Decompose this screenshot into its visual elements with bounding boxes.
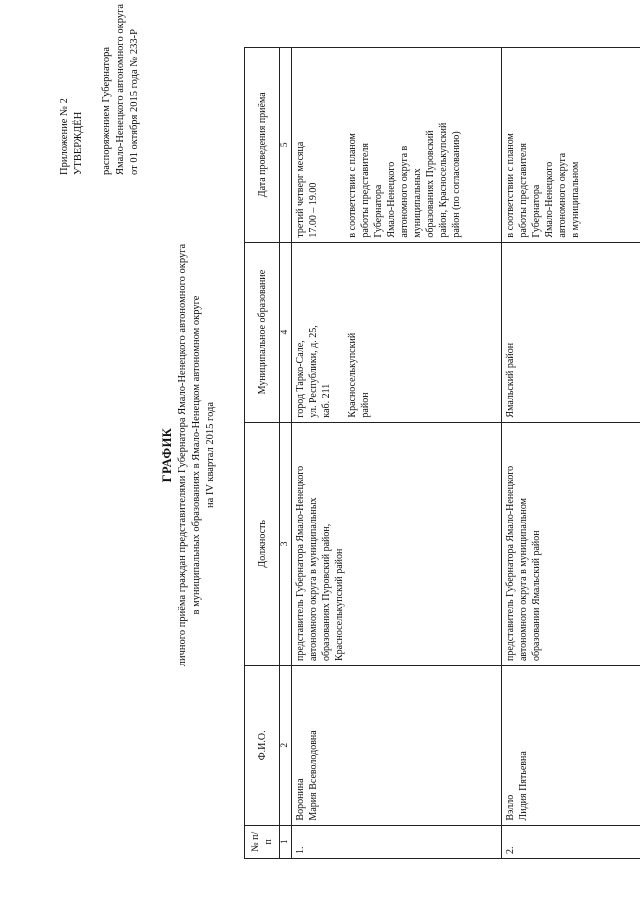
row-municipality xyxy=(502,242,640,422)
decree-line: распоряжением Губернатора xyxy=(101,47,112,175)
col-num-4: 4 xyxy=(280,242,292,422)
date-line: в соответствии с планом xyxy=(505,133,516,238)
row-number: 1. xyxy=(292,825,502,858)
position-line: образовании Ямальский район xyxy=(531,530,542,662)
approval-block xyxy=(58,0,142,175)
municipality-line: район xyxy=(360,392,371,418)
title-heading: ГРАФИК xyxy=(160,427,174,483)
date-line: в муниципальном xyxy=(570,161,581,238)
header-position: Должность xyxy=(245,422,280,665)
schedule-table xyxy=(244,47,640,859)
position-line: представитель Губернатора Ямало-Ненецкого xyxy=(505,465,516,662)
municipality-line: город Тарко-Сале, xyxy=(295,340,306,418)
row-fio xyxy=(502,666,640,826)
title-line-1: личного приёма граждан представителями Губернатора Ямало-Ненецкого автономного округа xyxy=(177,243,188,667)
position-line: представитель Губернатора Ямало-Ненецкого xyxy=(295,465,306,662)
date-line: образованиях Пуровский xyxy=(425,130,436,238)
municipality-line: Красноселькупский xyxy=(347,332,358,418)
date-line: третий четверг месяца xyxy=(295,141,306,238)
municipality-line: ул. Республики, д. 25, xyxy=(308,325,319,418)
date-line: Ямало-Ненецкого xyxy=(386,161,397,238)
header-municipality: Муниципальное образование xyxy=(245,242,280,422)
date-line: муниципальных xyxy=(412,168,423,238)
position-line: образованиях Пуровский район, xyxy=(321,523,332,662)
row-date xyxy=(292,48,502,243)
given-names: Лидия Пятьевна xyxy=(518,751,529,821)
municipality-line: каб. 211 xyxy=(321,383,332,418)
decree-date-line: от 01 октября 2015 года № 233-Р xyxy=(129,29,140,175)
date-line: автономного округа xyxy=(557,152,568,238)
col-num-3: 3 xyxy=(280,422,292,665)
col-num-2: 2 xyxy=(280,666,292,826)
date-line: Губернатора xyxy=(531,184,542,238)
table-row xyxy=(292,48,502,859)
table-header-row xyxy=(245,48,280,859)
document-title xyxy=(160,155,218,755)
row-municipality xyxy=(292,242,502,422)
row-fio xyxy=(292,666,502,826)
header-date: Дата проведения приёма xyxy=(245,48,280,243)
row-position xyxy=(292,422,502,665)
date-line: район, Красноселькупский xyxy=(438,122,449,238)
date-line: 17.00 – 19.00 xyxy=(308,182,319,238)
col-num-5: 5 xyxy=(280,48,292,243)
date-line: в соответствии с планом xyxy=(347,133,358,238)
row-date xyxy=(502,48,640,243)
header-fio: Ф.И.О. xyxy=(245,666,280,826)
position-line: автономного округа в муниципальных xyxy=(308,497,319,662)
date-line: район (по согласованию) xyxy=(451,131,462,238)
title-line-3: на IV квартал 2015 года xyxy=(205,401,216,509)
date-line: автономного округа в xyxy=(399,145,410,238)
header-number: № п/п xyxy=(245,825,280,858)
date-line: Ямало-Ненецкого xyxy=(544,161,555,238)
surname: Вэлло xyxy=(505,794,516,821)
position-line: Красноселькупский район xyxy=(334,548,345,662)
title-line-2: в муниципальных образованиях в Ямало-Ненецком автономном округе xyxy=(191,295,202,615)
table-row xyxy=(502,48,640,859)
column-number-row xyxy=(280,48,292,859)
row-position xyxy=(502,422,640,665)
municipality-line: Ямальский район xyxy=(505,342,516,418)
row-number: 2. xyxy=(502,825,640,858)
appendix-number: Приложение № 2 xyxy=(59,98,70,175)
approved-stamp-text: УТВЕРЖДЁН xyxy=(73,111,84,175)
position-line: автономного округа в муниципальном xyxy=(518,498,529,662)
date-line: работы представителя xyxy=(360,142,371,238)
decree-region-line: Ямало-Ненецкого автономного округа xyxy=(115,3,126,175)
given-names: Мария Всеволодовна xyxy=(308,730,319,821)
date-line: Губернатора xyxy=(373,184,384,238)
col-num-1: 1 xyxy=(280,825,292,858)
surname: Воронина xyxy=(295,778,306,821)
date-line: работы представителя xyxy=(518,142,529,238)
